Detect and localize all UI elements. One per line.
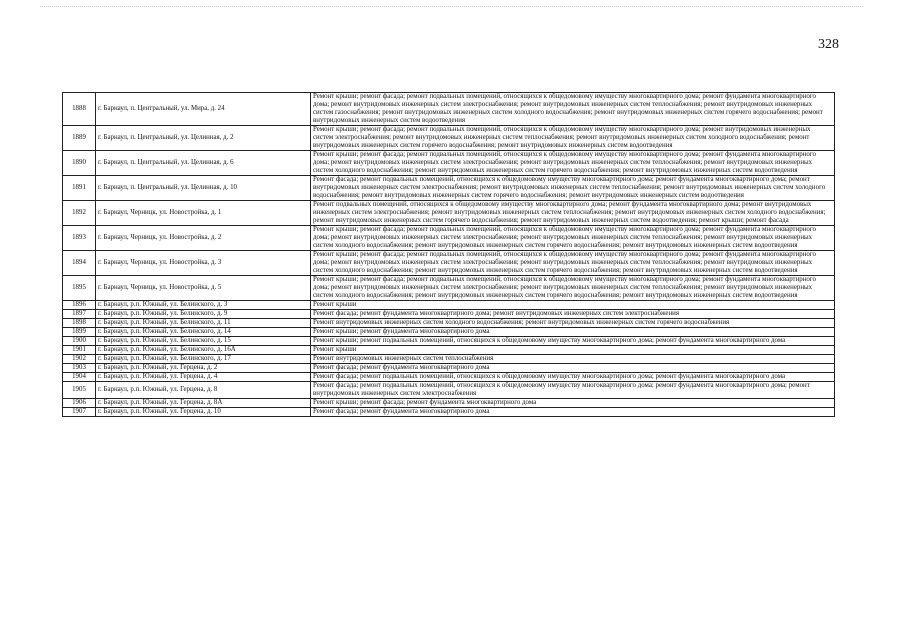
row-number-cell: 1888 bbox=[63, 93, 96, 126]
works-cell: Ремонт крыши; ремонт фасада; ремонт подвальных помещений, относящихся к общедомовому имуществу многоквартирного дома; ремонт внутридомовых инженерных систем электроснабжения; ремонт внутридомовых инженерных систем теплоснабжения; ремонт внутридомовых инженерных систем холодного водоснабжения; ремонт внутридомовых инженерных систем горячего водоснабжения; ремонт внутридомовых инженерных систем водоотведения bbox=[311, 126, 835, 151]
table-row bbox=[63, 93, 835, 126]
works-cell: Ремонт внутридомовых инженерных систем теплоснабжения bbox=[311, 355, 835, 364]
page-number: 328 bbox=[818, 37, 839, 52]
address-cell: г. Барнаул, р.п. Южный, ул. Белинского, д. 15 bbox=[96, 337, 311, 346]
row-number-cell: 1900 bbox=[63, 337, 96, 346]
row-number-cell: 1905 bbox=[63, 382, 96, 399]
works-cell: Ремонт крыши; ремонт фасада; ремонт подвальных помещений, относящихся к общедомовому имуществу многоквартирного дома; ремонт фундамента многоквартирного дома; ремонт внутридомовых инженерных систем электроснабжения; ремонт внутридомовых инженерных систем теплоснабжения; ремонт внутридомовых инженерных систем холодного водоснабжения; ремонт внутридомовых инженерных систем горячего водоснабжения; ремонт внутридомовых инженерных систем водоотведения bbox=[311, 276, 835, 301]
works-cell: Ремонт крыши; ремонт фасада; ремонт подвальных помещений, относящихся к общедомовому имуществу многоквартирного дома; ремонт фундамента многоквартирного дома; ремонт внутридомовых инженерных систем электроснабжения; ремонт внутридомовых инженерных систем теплоснабжения; ремонт внутридомовых инженерных систем холодного водоснабжения; ремонт внутридомовых инженерных систем горячего водоснабжения; ремонт внутридомовых инженерных систем водоотведения bbox=[311, 251, 835, 276]
row-number-cell: 1906 bbox=[63, 399, 96, 408]
address-cell: г. Барнаул, р.п. Южный, ул. Герцена, д. 10 bbox=[96, 408, 311, 417]
table-row bbox=[63, 364, 835, 373]
works-cell: Ремонт крыши bbox=[311, 301, 835, 310]
row-number-cell: 1889 bbox=[63, 126, 96, 151]
address-cell: г. Барнаул, Черницк, ул. Новостройка, д. 3 bbox=[96, 251, 311, 276]
works-cell: Ремонт фасада; ремонт подвальных помещений, относящихся к общедомовому имуществу многоквартирного дома; ремонт фундамента многоквартирного дома; ремонт внутридомовых инженерных систем электроснабжения bbox=[311, 382, 835, 399]
row-number-cell: 1902 bbox=[63, 355, 96, 364]
row-number-cell: 1898 bbox=[63, 319, 96, 328]
row-number-cell: 1895 bbox=[63, 276, 96, 301]
row-number-cell: 1897 bbox=[63, 310, 96, 319]
table-row bbox=[63, 201, 835, 226]
address-cell: г. Барнаул, Черницк, ул. Новостройка, д. 1 bbox=[96, 201, 311, 226]
row-number-cell: 1904 bbox=[63, 373, 96, 382]
works-cell: Ремонт крыши; ремонт фасада; ремонт подвальных помещений, относящихся к общедомовому имуществу многоквартирного дома; ремонт фундамента многоквартирного дома; ремонт внутридомовых инженерных систем электроснабжения; ремонт внутридомовых инженерных систем теплоснабжения; ремонт внутридомовых инженерных систем холодного водоснабжения; ремонт внутридомовых инженерных систем горячего водоснабжения; ремонт внутридомовых инженерных систем водоотведения bbox=[311, 151, 835, 176]
address-cell: г. Барнаул, Черницк, ул. Новостройка, д. 5 bbox=[96, 276, 311, 301]
address-cell: г. Барнаул, р.п. Южный, ул. Белинского, д. 11 bbox=[96, 319, 311, 328]
table-row bbox=[63, 399, 835, 408]
address-cell: г. Барнаул, р.п. Южный, ул. Белинского, д. 16А bbox=[96, 346, 311, 355]
table-row bbox=[63, 346, 835, 355]
works-cell: Ремонт крыши; ремонт фасада; ремонт фундамента многоквартирного дома bbox=[311, 399, 835, 408]
address-cell: г. Барнаул, р.п. Южный, ул. Белинского, д. 14 bbox=[96, 328, 311, 337]
table-body bbox=[63, 93, 835, 417]
address-cell: г. Барнаул, п. Центральный, ул. Целинная, д. 2 bbox=[96, 126, 311, 151]
table-row bbox=[63, 151, 835, 176]
works-cell: Ремонт крыши; ремонт фундамента многоквартирного дома bbox=[311, 328, 835, 337]
table-row bbox=[63, 251, 835, 276]
row-number-cell: 1891 bbox=[63, 176, 96, 201]
works-cell: Ремонт крыши; ремонт подвальных помещений, относящихся к общедомовому имуществу многоквартирного дома; ремонт фундамента многоквартирного дома bbox=[311, 337, 835, 346]
address-cell: г. Барнаул, р.п. Южный, ул. Белинского, д. 3 bbox=[96, 301, 311, 310]
table-row bbox=[63, 226, 835, 251]
works-cell: Ремонт крыши; ремонт фасада; ремонт подвальных помещений, относящихся к общедомовому имуществу многоквартирного дома; ремонт фундамента многоквартирного дома; ремонт внутридомовых инженерных систем электроснабжения; ремонт внутридомовых инженерных систем теплоснабжения; ремонт внутридомовых инженерных систем газоснабжения; ремонт внутридомовых инженерных систем холодного водоснабжения; ремонт внутридомовых инженерных систем горячего водоснабжения; ремонт внутридомовых инженерных систем водоотведения bbox=[311, 93, 835, 126]
table-row bbox=[63, 276, 835, 301]
works-cell: Ремонт внутридомовых инженерных систем холодного водоснабжения; ремонт внутридомовых инженерных систем горячего водоснабжения bbox=[311, 319, 835, 328]
works-cell: Ремонт фасада; ремонт фундамента многоквартирного дома bbox=[311, 364, 835, 373]
row-number-cell: 1892 bbox=[63, 201, 96, 226]
table-row bbox=[63, 328, 835, 337]
table-row bbox=[63, 319, 835, 328]
table-row bbox=[63, 355, 835, 364]
table-row bbox=[63, 408, 835, 417]
row-number-cell: 1896 bbox=[63, 301, 96, 310]
table-row bbox=[63, 126, 835, 151]
works-cell: Ремонт фасада; ремонт фундамента многоквартирного дома; ремонт внутридомовых инженерных систем электроснабжения bbox=[311, 310, 835, 319]
address-cell: г. Барнаул, р.п. Южный, ул. Белинского, д. 9 bbox=[96, 310, 311, 319]
row-number-cell: 1894 bbox=[63, 251, 96, 276]
works-cell: Ремонт подвальных помещений, относящихся к общедомовому имуществу многоквартирного дома; ремонт фундамента многоквартирного дома; ремонт внутридомовых инженерных систем электроснабжения; ремонт внутридомовых инженерных систем теплоснабжения; ремонт внутридомовых инженерных систем холодного водоснабжения; ремонт внутридомовых инженерных систем горячего водоснабжения; ремонт внутридомовых инженерных систем водоотведения; ремонт крыши; ремонт фасада bbox=[311, 201, 835, 226]
table-row bbox=[63, 373, 835, 382]
table-row bbox=[63, 337, 835, 346]
address-cell: г. Барнаул, р.п. Южный, ул. Герцена, д. 8 bbox=[96, 382, 311, 399]
table-row bbox=[63, 382, 835, 399]
address-cell: г. Барнаул, п. Центральный, ул. Мира, д. 24 bbox=[96, 93, 311, 126]
address-cell: г. Барнаул, р.п. Южный, ул. Белинского, д. 17 bbox=[96, 355, 311, 364]
row-number-cell: 1903 bbox=[63, 364, 96, 373]
works-cell: Ремонт фасада; ремонт подвальных помещений, относящихся к общедомовому имуществу многоквартирного дома; ремонт фундамента многоквартирного дома; ремонт внутридомовых инженерных систем электроснабжения; ремонт внутридомовых инженерных систем теплоснабжения; ремонт внутридомовых инженерных систем холодного водоснабжения; ремонт внутридомовых инженерных систем горячего водоснабжения; ремонт внутридомовых инженерных систем водоотведения bbox=[311, 176, 835, 201]
table-row bbox=[63, 301, 835, 310]
address-cell: г. Барнаул, р.п. Южный, ул. Герцена, д. 2 bbox=[96, 364, 311, 373]
repair-registry-table bbox=[62, 92, 835, 417]
row-number-cell: 1893 bbox=[63, 226, 96, 251]
row-number-cell: 1901 bbox=[63, 346, 96, 355]
works-cell: Ремонт крыши; ремонт фасада; ремонт подвальных помещений, относящихся к общедомовому имуществу многоквартирного дома; ремонт фундамента многоквартирного дома; ремонт внутридомовых инженерных систем электроснабжения; ремонт внутридомовых инженерных систем теплоснабжения; ремонт внутридомовых инженерных систем холодного водоснабжения; ремонт внутридомовых инженерных систем горячего водоснабжения; ремонт внутридомовых инженерных систем водоотведения bbox=[311, 226, 835, 251]
scan-top-edge bbox=[40, 6, 863, 7]
row-number-cell: 1899 bbox=[63, 328, 96, 337]
address-cell: г. Барнаул, Черницк, ул. Новостройка, д. 2 bbox=[96, 226, 311, 251]
table-row bbox=[63, 310, 835, 319]
address-cell: г. Барнаул, п. Центральный, ул. Целинная, д. 10 bbox=[96, 176, 311, 201]
row-number-cell: 1907 bbox=[63, 408, 96, 417]
row-number-cell: 1890 bbox=[63, 151, 96, 176]
address-cell: г. Барнаул, р.п. Южный, ул. Герцена, д. 8А bbox=[96, 399, 311, 408]
works-cell: Ремонт фасада; ремонт фундамента многоквартирного дома bbox=[311, 408, 835, 417]
works-cell: Ремонт фасада; ремонт подвальных помещений, относящихся к общедомовому имуществу многоквартирного дома; ремонт фундамента многоквартирного дома bbox=[311, 373, 835, 382]
address-cell: г. Барнаул, п. Центральный, ул. Целинная, д. 6 bbox=[96, 151, 311, 176]
address-cell: г. Барнаул, р.п. Южный, ул. Герцена, д. 4 bbox=[96, 373, 311, 382]
table-row bbox=[63, 176, 835, 201]
works-cell: Ремонт крыши bbox=[311, 346, 835, 355]
